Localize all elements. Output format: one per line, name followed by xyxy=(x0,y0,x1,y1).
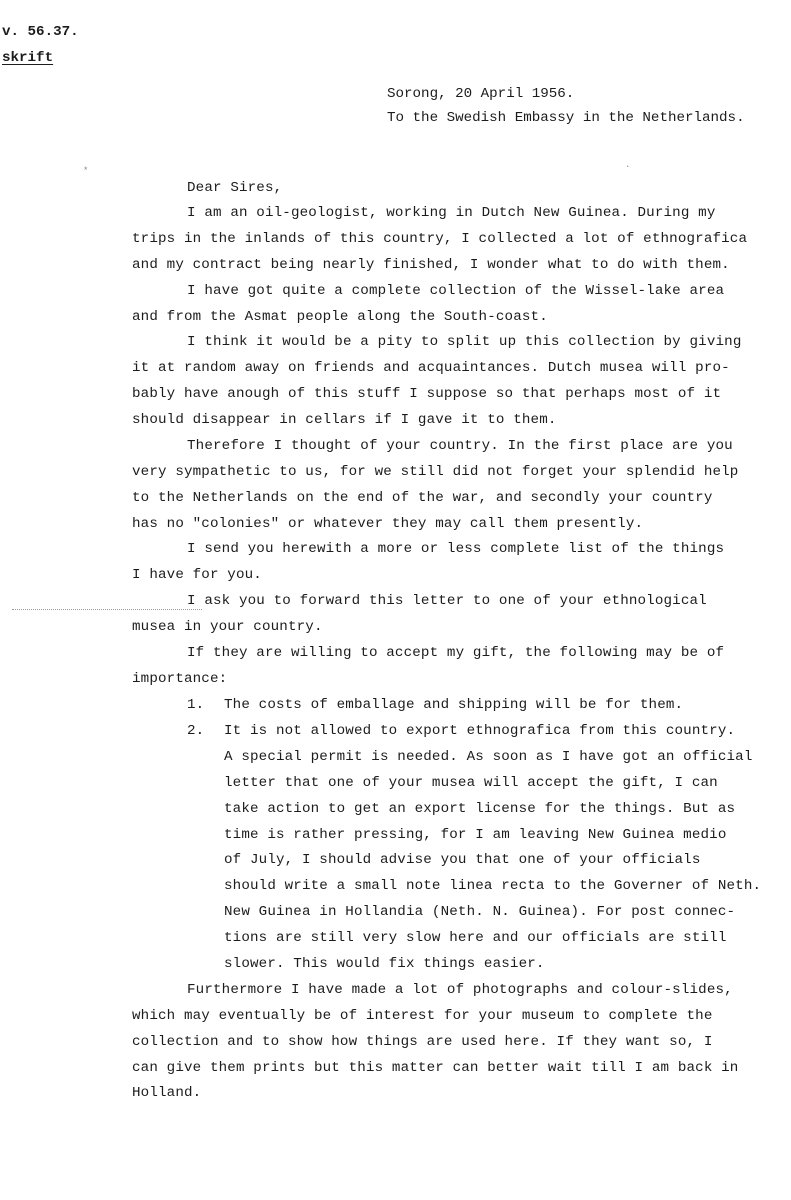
point-line: should write a small note linea recta to the Governer of Neth. xyxy=(224,878,762,894)
body-line: musea in your country. xyxy=(132,619,323,635)
body-line: very sympathetic to us, for we still did not forget your splendid help xyxy=(132,464,739,480)
point-line: tions are still very slow here and our officials are still xyxy=(224,930,727,946)
point-line: A special permit is needed. As soon as I have got an official xyxy=(224,749,753,765)
body-line: If they are willing to accept my gift, the following may be of xyxy=(187,645,725,661)
point-line: time is rather pressing, for I am leaving New Guinea medio xyxy=(224,827,727,843)
body-line: I have got quite a complete collection of the Wissel-lake area xyxy=(187,283,725,299)
body-line: and from the Asmat people along the South-coast. xyxy=(132,309,548,325)
body-line: I have for you. xyxy=(132,567,262,583)
body-line: trips in the inlands of this country, I collected a lot of ethnografica xyxy=(132,231,748,247)
point-number: 2. xyxy=(187,723,205,739)
closing-line: Furthermore I have made a lot of photographs and colour-slides, xyxy=(187,982,733,998)
body-line: I am an oil-geologist, working in Dutch New Guinea. During my xyxy=(187,205,716,221)
body-line: has no "colonies" or whatever they may call them presently. xyxy=(132,516,644,532)
point-line: It is not allowed to export ethnografica from this country. xyxy=(224,723,736,739)
point-line: take action to get an export license for the things. But as xyxy=(224,801,736,817)
header-label: skrift xyxy=(2,50,54,66)
point-line: of July, I should advise you that one of your officials xyxy=(224,852,701,868)
point-line: slower. This would fix things easier. xyxy=(224,956,545,972)
closing-line: collection and to show how things are used here. If they want so, I xyxy=(132,1034,713,1050)
body-line: to the Netherlands on the end of the war, and secondly your country xyxy=(132,490,713,506)
point-line: New Guinea in Hollandia (Neth. N. Guinea). For post connec- xyxy=(224,904,736,920)
place-date: Sorong, 20 April 1956. xyxy=(387,86,575,102)
body-line: bably have anough of this stuff I suppose so that perhaps most of it xyxy=(132,386,722,402)
point-line: letter that one of your musea will accept the gift, I can xyxy=(224,775,718,791)
body-line: I ask you to forward this letter to one of your ethnological xyxy=(187,593,707,609)
body-line: it at random away on friends and acquaintances. Dutch musea will pro- xyxy=(132,360,730,376)
body-line: and my contract being nearly finished, I wonder what to do with them. xyxy=(132,257,730,273)
dotted-rule xyxy=(12,609,202,610)
closing-line: can give them prints but this matter can better wait till I am back in xyxy=(132,1060,739,1076)
body-line: I send you herewith a more or less complete list of the things xyxy=(187,541,725,557)
recipient: To the Swedish Embassy in the Netherlands. xyxy=(387,110,745,126)
closing-line: which may eventually be of interest for your museum to complete the xyxy=(132,1008,713,1024)
body-line: should disappear in cellars if I gave it to them. xyxy=(132,412,557,428)
point-line: The costs of emballage and shipping will be for them. xyxy=(224,697,684,713)
body-line: Therefore I thought of your country. In the first place are you xyxy=(187,438,733,454)
body-line: importance: xyxy=(132,671,228,687)
point-number: 1. xyxy=(187,697,205,713)
reference-number: v. 56.37. xyxy=(2,24,79,40)
closing-line: Holland. xyxy=(132,1085,202,1101)
body-line: I think it would be a pity to split up this collection by giving xyxy=(187,334,742,350)
salutation: Dear Sires, xyxy=(187,180,283,196)
